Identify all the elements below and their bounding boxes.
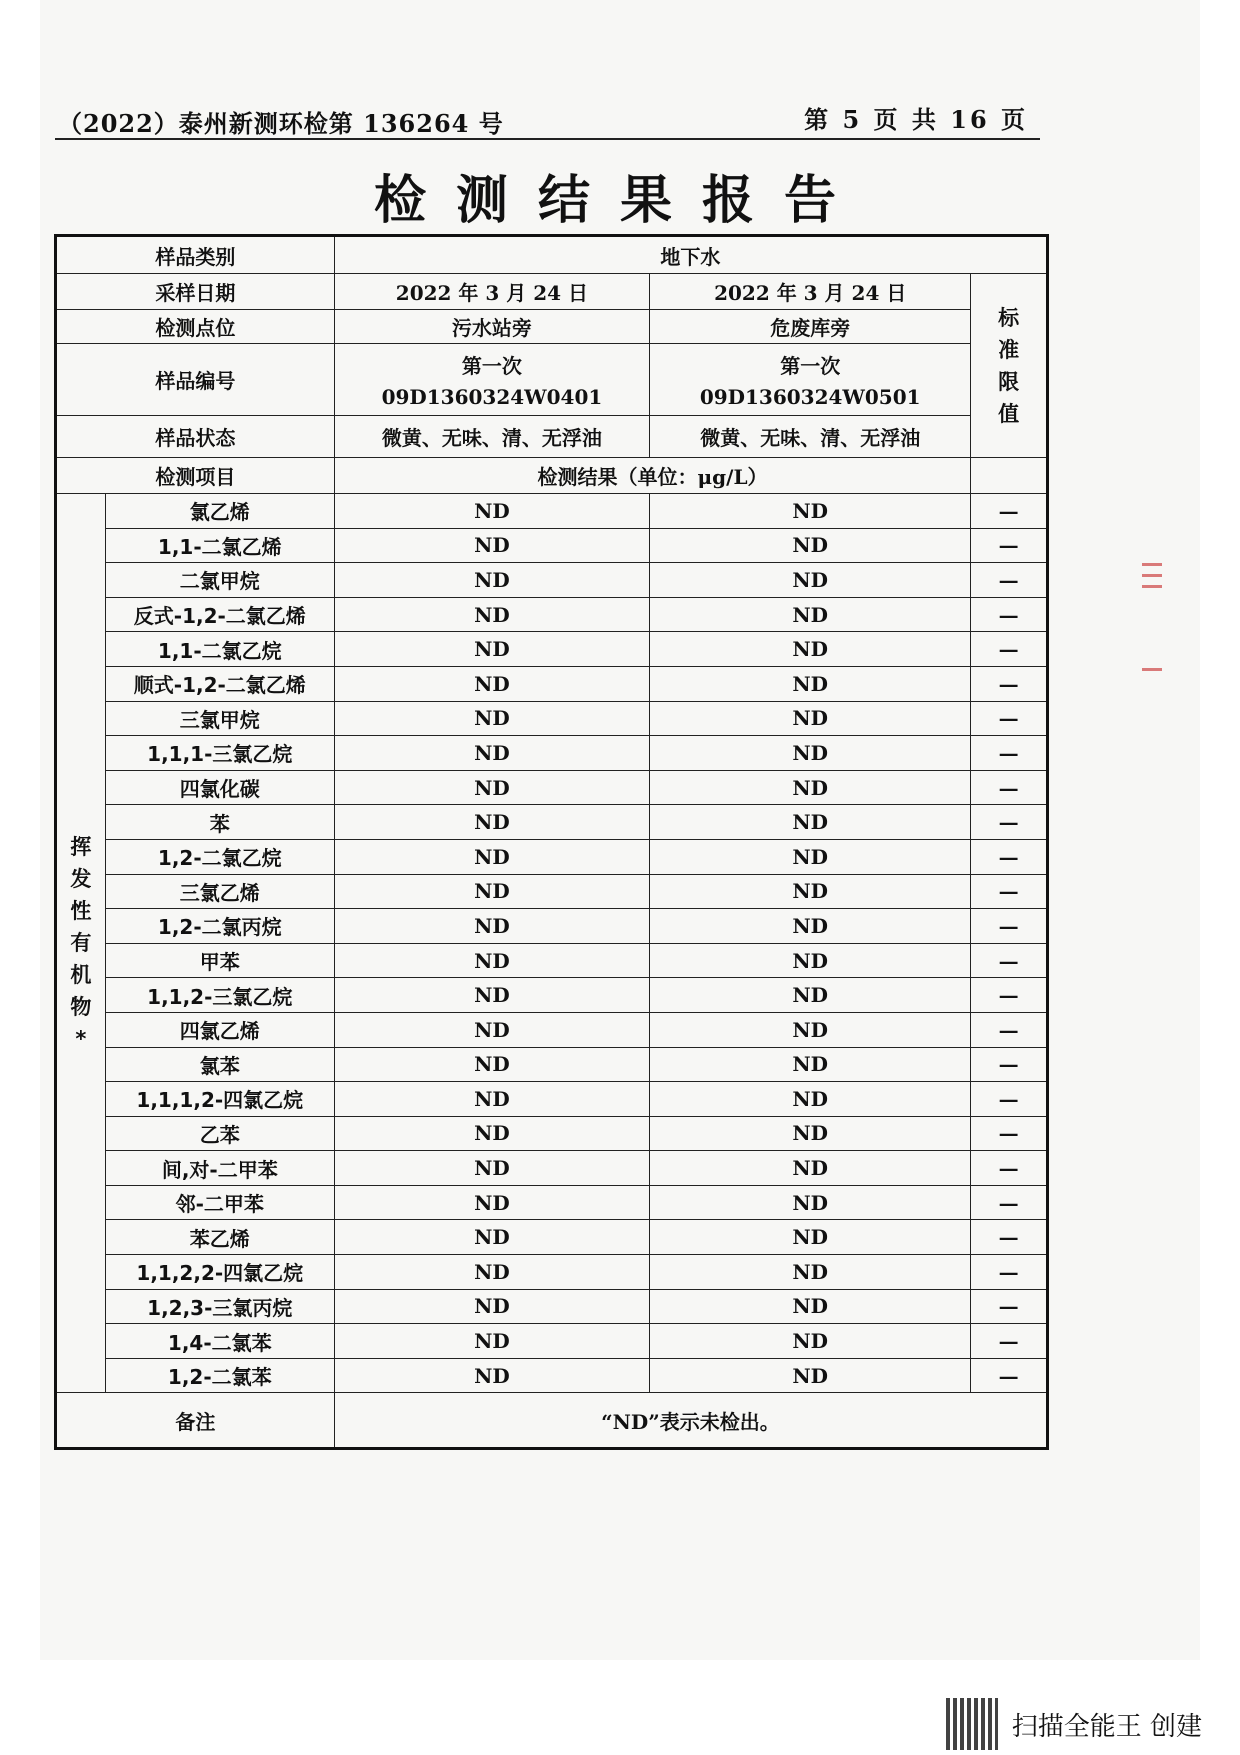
point-label: 检测点位 [56, 310, 335, 344]
table-row [56, 805, 1048, 840]
sample-id-2-round: 第一次 [780, 354, 841, 378]
table-row [56, 597, 1048, 632]
result-2: ND [650, 736, 971, 771]
report-title: 检测结果报告 [373, 171, 866, 231]
state-1: 微黄、无味、清、无浮油 [334, 416, 649, 458]
report-number: （2022）泰州新测环检第 136264 号 [58, 109, 504, 138]
result-2: ND [650, 1012, 971, 1047]
result-2: ND [650, 874, 971, 909]
result-2: ND [650, 1358, 971, 1393]
item-label: 检测项目 [56, 458, 335, 494]
table-row [56, 1116, 1048, 1151]
result-1: ND [334, 632, 649, 667]
standard-limit: — [971, 770, 1048, 805]
item-name: 顺式-1,2-二氯乙烯 [105, 666, 334, 701]
row-point [56, 310, 1048, 344]
table-row [56, 943, 1048, 978]
standard-limit: — [971, 1185, 1048, 1220]
standard-label: 标准限值 [971, 274, 1048, 458]
result-2: ND [650, 1185, 971, 1220]
result-2: ND [650, 563, 971, 598]
item-name: 苯 [105, 805, 334, 840]
standard-limit: — [971, 528, 1048, 563]
standard-limit: — [971, 1324, 1048, 1359]
result-2: ND [650, 1324, 971, 1359]
row-state [56, 416, 1048, 458]
point-2: 危废库旁 [650, 310, 971, 344]
row-sample-id [56, 344, 1048, 416]
date-1: 2022 年 3 月 24 日 [334, 274, 649, 310]
result-2: ND [650, 1082, 971, 1117]
result-1: ND [334, 1185, 649, 1220]
item-name: 氯乙烯 [105, 494, 334, 529]
item-name: 1,2-二氯苯 [105, 1358, 334, 1393]
table-row [56, 1047, 1048, 1082]
result-2: ND [650, 701, 971, 736]
sample-id-label: 样品编号 [56, 344, 335, 416]
table-row [56, 632, 1048, 667]
sample-id-1 [334, 344, 649, 416]
result-2: ND [650, 943, 971, 978]
sample-id-2 [650, 344, 971, 416]
standard-limit: — [971, 563, 1048, 598]
table-row [56, 1255, 1048, 1290]
result-2: ND [650, 528, 971, 563]
result-1: ND [334, 1289, 649, 1324]
result-1: ND [334, 909, 649, 944]
standard-limit: — [971, 1289, 1048, 1324]
item-name: 三氯甲烷 [105, 701, 334, 736]
table-row [56, 1151, 1048, 1186]
result-1: ND [334, 1012, 649, 1047]
result-1: ND [334, 978, 649, 1013]
table-row [56, 494, 1048, 529]
standard-limit: — [971, 874, 1048, 909]
table-row [56, 736, 1048, 771]
result-2: ND [650, 1116, 971, 1151]
result-2: ND [650, 1289, 971, 1324]
table-row [56, 1082, 1048, 1117]
standard-limit: — [971, 1255, 1048, 1290]
item-name: 1,1,1,2-四氯乙烷 [105, 1082, 334, 1117]
item-name: 1,4-二氯苯 [105, 1324, 334, 1359]
result-1: ND [334, 1324, 649, 1359]
result-2: ND [650, 1255, 971, 1290]
item-name: 苯乙烯 [105, 1220, 334, 1255]
result-2: ND [650, 1220, 971, 1255]
table-row [56, 1358, 1048, 1393]
standard-limit: — [971, 701, 1048, 736]
sample-type-label: 样品类别 [56, 236, 335, 274]
result-1: ND [334, 597, 649, 632]
result-1: ND [334, 736, 649, 771]
standard-limit: — [971, 1220, 1048, 1255]
sample-id-2-code: 09D1360324W0501 [699, 385, 921, 409]
result-2: ND [650, 666, 971, 701]
standard-limit: — [971, 909, 1048, 944]
row-sample-type [56, 236, 1048, 274]
item-name: 1,1,2-三氯乙烷 [105, 978, 334, 1013]
result-1: ND [334, 701, 649, 736]
state-2: 微黄、无味、清、无浮油 [650, 416, 971, 458]
result-1: ND [334, 805, 649, 840]
standard-limit: — [971, 1047, 1048, 1082]
item-name: 1,2-二氯丙烷 [105, 909, 334, 944]
item-name: 1,2-二氯乙烷 [105, 839, 334, 874]
standard-limit: — [971, 839, 1048, 874]
result-1: ND [334, 1082, 649, 1117]
date-label: 采样日期 [56, 274, 335, 310]
table-row [56, 770, 1048, 805]
item-name: 四氯乙烯 [105, 1012, 334, 1047]
result-1: ND [334, 943, 649, 978]
standard-limit: — [971, 736, 1048, 771]
table-row [56, 701, 1048, 736]
result-1: ND [334, 666, 649, 701]
sample-id-1-code: 09D1360324W0401 [381, 385, 603, 409]
row-remark [56, 1393, 1048, 1449]
result-1: ND [334, 770, 649, 805]
group-label: 挥发性有机物* [56, 494, 106, 1393]
item-name: 1,1,2,2-四氯乙烷 [105, 1255, 334, 1290]
row-item-header [56, 458, 1048, 494]
row-date [56, 274, 1048, 310]
remark-label: 备注 [56, 1393, 335, 1449]
table-row [56, 666, 1048, 701]
state-label: 样品状态 [56, 416, 335, 458]
result-1: ND [334, 874, 649, 909]
result-2: ND [650, 978, 971, 1013]
result-1: ND [334, 1255, 649, 1290]
red-stamp-fragment [1142, 555, 1166, 815]
item-name: 1,1-二氯乙烷 [105, 632, 334, 667]
result-2: ND [650, 805, 971, 840]
result-2: ND [650, 597, 971, 632]
result-2: ND [650, 494, 971, 529]
result-2: ND [650, 1047, 971, 1082]
result-2: ND [650, 632, 971, 667]
result-1: ND [334, 1151, 649, 1186]
result-label: 检测结果（单位：μg/L） [334, 458, 971, 494]
date-2: 2022 年 3 月 24 日 [650, 274, 971, 310]
standard-limit: — [971, 1082, 1048, 1117]
table-row [56, 839, 1048, 874]
standard-limit: — [971, 1012, 1048, 1047]
item-name: 1,2,3-三氯丙烷 [105, 1289, 334, 1324]
result-1: ND [334, 563, 649, 598]
standard-limit: — [971, 1358, 1048, 1393]
item-name: 甲苯 [105, 943, 334, 978]
sample-type-value: 地下水 [334, 236, 1047, 274]
table-row [56, 528, 1048, 563]
item-name: 四氯化碳 [105, 770, 334, 805]
result-2: ND [650, 909, 971, 944]
point-1: 污水站旁 [334, 310, 649, 344]
table-row [56, 874, 1048, 909]
table-row [56, 1012, 1048, 1047]
result-1: ND [334, 1047, 649, 1082]
table-row [56, 909, 1048, 944]
standard-limit: — [971, 632, 1048, 667]
table-row [56, 978, 1048, 1013]
table-row [56, 1185, 1048, 1220]
standard-header-blank [971, 458, 1048, 494]
result-1: ND [334, 494, 649, 529]
standard-limit: — [971, 494, 1048, 529]
results-table [54, 234, 1049, 1450]
item-name: 乙苯 [105, 1116, 334, 1151]
item-name: 二氯甲烷 [105, 563, 334, 598]
item-name: 1,1-二氯乙烯 [105, 528, 334, 563]
standard-limit: — [971, 943, 1048, 978]
result-1: ND [334, 1116, 649, 1151]
result-2: ND [650, 839, 971, 874]
result-1: ND [334, 528, 649, 563]
result-1: ND [334, 839, 649, 874]
qr-code-icon [946, 1698, 998, 1750]
result-2: ND [650, 1151, 971, 1186]
page-indicator: 第 5 页 共 16 页 [804, 105, 1028, 134]
item-name: 反式-1,2-二氯乙烯 [105, 597, 334, 632]
table-row [56, 1324, 1048, 1359]
header-divider [55, 138, 1040, 140]
standard-limit: — [971, 978, 1048, 1013]
item-name: 氯苯 [105, 1047, 334, 1082]
result-1: ND [334, 1220, 649, 1255]
table-row [56, 1289, 1048, 1324]
remark-text: “ND”表示未检出。 [334, 1393, 1047, 1449]
result-2: ND [650, 770, 971, 805]
sample-id-1-round: 第一次 [461, 354, 522, 378]
table-row [56, 1220, 1048, 1255]
item-name: 邻-二甲苯 [105, 1185, 334, 1220]
item-name: 间,对-二甲苯 [105, 1151, 334, 1186]
item-name: 1,1,1-三氯乙烷 [105, 736, 334, 771]
scanner-text: 扫描全能王 创建 [1011, 1711, 1202, 1742]
table-row [56, 563, 1048, 598]
standard-limit: — [971, 597, 1048, 632]
result-1: ND [334, 1358, 649, 1393]
standard-limit: — [971, 1116, 1048, 1151]
scanner-watermark [946, 1698, 1202, 1750]
standard-limit: — [971, 666, 1048, 701]
standard-limit: — [971, 1151, 1048, 1186]
item-name: 三氯乙烯 [105, 874, 334, 909]
standard-limit: — [971, 805, 1048, 840]
